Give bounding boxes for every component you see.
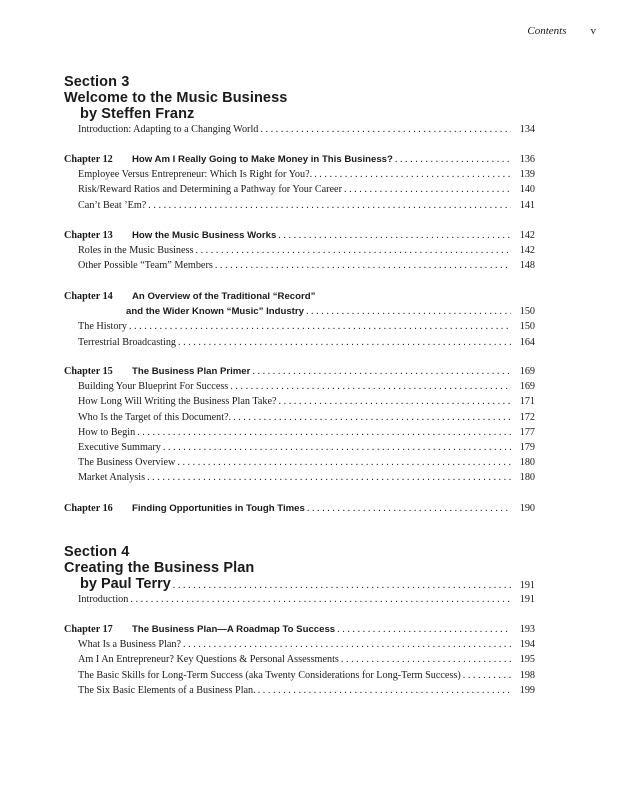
- running-head-label: Contents: [527, 25, 567, 37]
- toc-entry-page: 195: [519, 654, 535, 666]
- section-4-page: 191: [519, 580, 535, 591]
- toc-entry-page: 180: [519, 472, 535, 484]
- chapter-heading[interactable]: [64, 152, 535, 167]
- leader-dots: [314, 167, 511, 182]
- toc-entry-page: 150: [519, 321, 535, 333]
- chapter-13: [64, 228, 535, 274]
- toc-entry-page: 148: [519, 260, 535, 272]
- toc-entry-title: Can’t Beat ’Em?: [78, 199, 147, 211]
- running-head-page-number: v: [590, 25, 596, 37]
- leader-dots: [278, 228, 511, 243]
- leader-dots: [163, 440, 511, 455]
- leader-dots: [306, 304, 511, 319]
- leader-dots: [252, 364, 511, 379]
- leader-dots: [307, 501, 511, 516]
- chapter-12: [64, 152, 535, 213]
- toc-entry[interactable]: [64, 637, 535, 652]
- chapter-title: The Business Plan Primer: [132, 366, 251, 377]
- toc-entry[interactable]: [64, 319, 535, 334]
- toc-entry[interactable]: [64, 182, 535, 197]
- chapter-heading[interactable]: [64, 228, 535, 243]
- chapter-page: 190: [519, 503, 535, 514]
- section-3-byline: by Steffen Franz: [80, 106, 195, 122]
- chapter-15: [64, 364, 535, 486]
- leader-dots: [279, 394, 511, 409]
- toc-entry-title: How Long Will Writing the Business Plan Take?: [78, 396, 277, 408]
- leader-dots: [183, 637, 511, 652]
- toc-entry[interactable]: [64, 122, 535, 137]
- chapter-title-line-1: An Overview of the Traditional “Record”: [132, 291, 316, 302]
- toc-entry[interactable]: [64, 425, 535, 440]
- chapter-14: [64, 289, 535, 350]
- toc-entry-page: 171: [519, 396, 535, 408]
- toc-entry-title: The Basic Skills for Long-Term Success (aka Twenty Considerations for Long-Term Success): [78, 669, 461, 681]
- toc-entry-title: The Six Basic Elements of a Business Plan.: [78, 684, 256, 696]
- toc-entry-title: The History: [78, 321, 127, 333]
- chapter-heading-continued[interactable]: [64, 304, 535, 319]
- toc-entry-page: 199: [519, 684, 535, 696]
- toc-entry-page: 177: [519, 426, 535, 438]
- leader-dots: [147, 470, 511, 485]
- toc-entry-title: Introduction: [78, 594, 129, 605]
- chapter-page: 169: [519, 366, 535, 377]
- chapter-page: 142: [519, 230, 535, 241]
- toc-entry[interactable]: [64, 167, 535, 182]
- toc-entry-page: 191: [519, 594, 535, 605]
- chapter-page: 150: [519, 306, 535, 318]
- section-4-label: Section 4: [64, 544, 130, 560]
- toc-entry-page: 194: [519, 639, 535, 651]
- toc-entry-title: Building Your Blueprint For Success: [78, 381, 229, 393]
- leader-dots: [129, 319, 511, 334]
- chapter-title: Finding Opportunities in Tough Times: [132, 503, 305, 514]
- toc-entry[interactable]: [64, 668, 535, 683]
- toc-entry-page: 172: [519, 411, 535, 423]
- leader-dots: [130, 592, 511, 607]
- toc-entry-title: Other Possible “Team” Members: [78, 260, 213, 272]
- toc-entry-title: Who Is the Target of this Document?.: [78, 411, 232, 423]
- toc-entry-title: Risk/Reward Ratios and Determining a Pathway for Your Career: [78, 184, 342, 196]
- chapter-heading[interactable]: [64, 501, 535, 516]
- leader-dots: [395, 152, 511, 167]
- toc-entry-page: 140: [519, 184, 535, 196]
- toc-entry-title: Roles in the Music Business: [78, 245, 194, 257]
- chapter-title-line-2: and the Wider Known “Music” Industry: [126, 306, 304, 318]
- section-3-title: Welcome to the Music Business: [64, 90, 288, 106]
- chapter-label: Chapter 17: [64, 624, 113, 635]
- toc-entry-page: 139: [519, 169, 535, 181]
- toc-entry-page: 142: [519, 245, 535, 257]
- chapter-17: [64, 622, 535, 698]
- toc-entry[interactable]: [64, 379, 535, 394]
- chapter-title: How the Music Business Works: [132, 230, 277, 241]
- toc-entry-title: Market Analysis: [78, 472, 146, 484]
- toc-entry[interactable]: [64, 258, 535, 273]
- toc-entry[interactable]: [64, 335, 535, 350]
- leader-dots: [148, 198, 511, 213]
- toc-entry-title: How to Begin: [78, 426, 136, 438]
- toc-entry-title: Employee Versus Entrepreneur: Which Is Right for You?.: [78, 169, 313, 181]
- leader-dots: [230, 379, 511, 394]
- chapter-16: [64, 501, 535, 516]
- chapter-heading[interactable]: [64, 622, 535, 637]
- section-3: [64, 74, 535, 137]
- toc-entry[interactable]: [64, 394, 535, 409]
- chapter-label: Chapter 12: [64, 154, 113, 165]
- chapter-title: How Am I Really Going to Make Money in This Business?: [132, 154, 393, 165]
- toc-entry-page: 198: [519, 669, 535, 681]
- toc-entry-page: 134: [519, 124, 535, 135]
- leader-dots: [337, 622, 511, 637]
- toc-entry-page: 169: [519, 381, 535, 393]
- toc-entry[interactable]: [64, 198, 535, 213]
- leader-dots: [137, 425, 511, 440]
- toc-entry-page: 180: [519, 457, 535, 469]
- toc-entry[interactable]: [64, 440, 535, 455]
- section-4-byline: by Paul Terry: [80, 576, 171, 592]
- toc-entry-page: 164: [519, 336, 535, 348]
- leader-dots: [195, 243, 511, 258]
- chapter-heading[interactable]: [64, 364, 535, 379]
- chapter-label: Chapter 14: [64, 291, 113, 302]
- chapter-label: Chapter 16: [64, 503, 113, 514]
- leader-dots: [178, 335, 511, 350]
- section-4-title: Creating the Business Plan: [64, 560, 255, 576]
- chapter-heading[interactable]: [64, 289, 535, 304]
- leader-dots: [463, 668, 511, 683]
- leader-dots: [173, 580, 511, 591]
- running-head: [527, 25, 596, 37]
- toc-entry[interactable]: [64, 455, 535, 470]
- toc-entry[interactable]: [64, 652, 535, 667]
- toc-entry-title: Terrestrial Broadcasting: [78, 336, 177, 348]
- leader-dots: [344, 182, 511, 197]
- toc-entry-page: 141: [519, 199, 535, 211]
- section-3-label: Section 3: [64, 74, 130, 90]
- leader-dots: [215, 258, 511, 273]
- chapter-label: Chapter 15: [64, 366, 113, 377]
- chapter-title: The Business Plan—A Roadmap To Success: [132, 624, 336, 635]
- toc-entry[interactable]: [64, 683, 535, 698]
- leader-dots: [177, 455, 511, 470]
- toc-entry[interactable]: [64, 243, 535, 258]
- leader-dots: [258, 683, 511, 698]
- chapter-label: Chapter 13: [64, 230, 113, 241]
- toc-entry-page: 179: [519, 441, 535, 453]
- toc-entry-title: Am I An Entrepreneur? Key Questions & Personal Assessments: [78, 654, 339, 666]
- leader-dots: [260, 122, 511, 137]
- toc-entry-title: The Business Overview: [78, 457, 176, 469]
- toc-entry-title: Introduction: Adapting to a Changing World: [78, 124, 259, 135]
- leader-dots: [341, 652, 511, 667]
- toc-entry-title: What Is a Business Plan?: [78, 639, 181, 651]
- section-4-byline-row[interactable]: [64, 576, 535, 592]
- chapter-page: 193: [519, 624, 535, 635]
- section-4: [64, 544, 535, 607]
- toc-entry[interactable]: [64, 470, 535, 485]
- toc-entry[interactable]: [64, 592, 535, 607]
- leader-dots: [233, 410, 511, 425]
- toc-entry-title: Executive Summary: [78, 441, 161, 453]
- chapter-page: 136: [519, 154, 535, 165]
- toc-entry[interactable]: [64, 410, 535, 425]
